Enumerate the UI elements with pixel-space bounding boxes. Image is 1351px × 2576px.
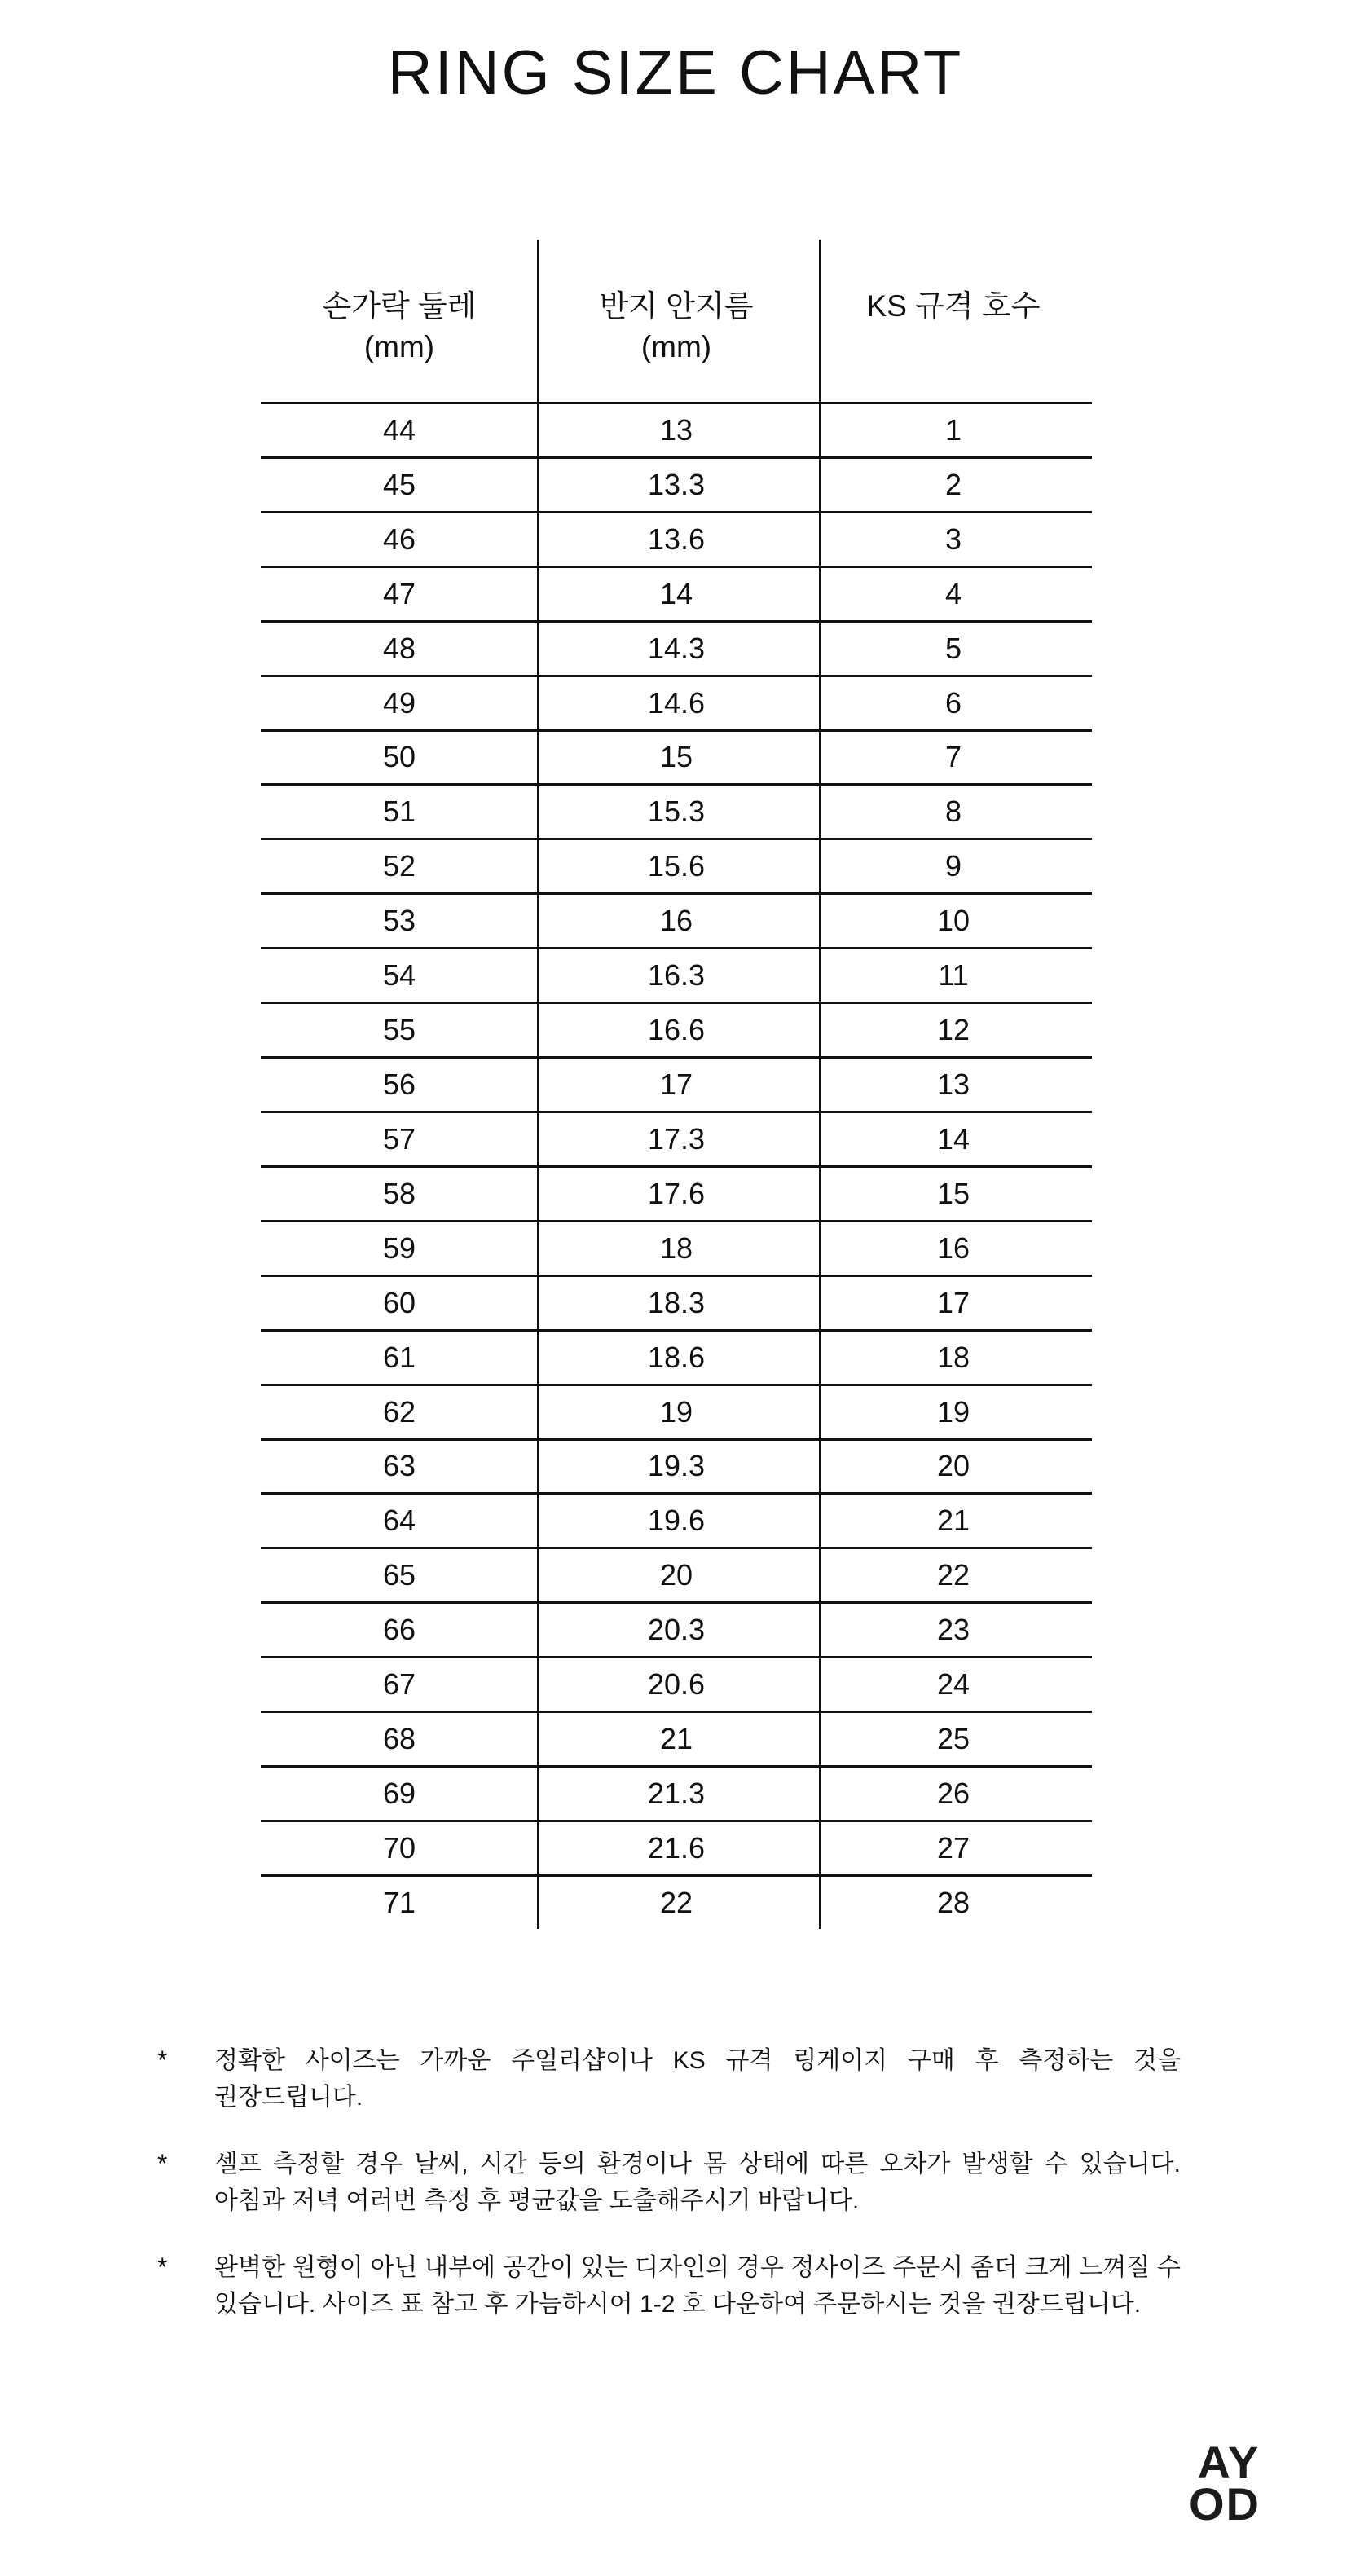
- footnote: [157, 2249, 1181, 2323]
- header-label: KS 규격 호수: [866, 289, 1041, 323]
- ks-size-cell: 25: [936, 1722, 970, 1756]
- ks-size-cell: 21: [936, 1504, 970, 1538]
- table-row: [261, 1275, 1092, 1329]
- circumference-cell: 52: [382, 849, 416, 883]
- diameter-cell: 15.6: [647, 849, 706, 883]
- brand-logo: [1176, 2437, 1274, 2530]
- circumference-cell: 62: [382, 1394, 416, 1429]
- footnote-line-1: 정확한 사이즈는 가까운 주얼리샵이나 KS 규격 링게이지 구매 후 측정하는 것을: [214, 2047, 1181, 2074]
- table-row: [261, 1111, 1092, 1165]
- footnotes-section: [157, 2042, 1181, 2353]
- diameter-cell: 20.6: [647, 1667, 706, 1702]
- diameter-cell: 13.6: [647, 522, 706, 556]
- column-divider-1: [537, 240, 539, 1929]
- circumference-cell: 58: [382, 1176, 416, 1210]
- circumference-cell: 69: [382, 1777, 416, 1810]
- diameter-cell: 21.3: [647, 1777, 706, 1810]
- diameter-cell: 14.6: [647, 685, 706, 720]
- table-row: [261, 1820, 1092, 1874]
- circumference-cell: 64: [382, 1504, 416, 1538]
- table-row: [261, 1492, 1092, 1547]
- table-row: [261, 1601, 1092, 1656]
- diameter-cell: 14.3: [647, 631, 706, 665]
- ks-size-cell: 4: [944, 576, 962, 610]
- diameter-cell: 19.3: [647, 1449, 706, 1483]
- circumference-cell: 46: [382, 522, 416, 556]
- footnote-text: [214, 2042, 1181, 2116]
- ks-size-cell: 5: [944, 631, 962, 665]
- table-row: [261, 1165, 1092, 1220]
- circumference-cell: 66: [382, 1613, 416, 1647]
- footnote: [157, 2146, 1181, 2219]
- header-unit: (mm): [363, 330, 435, 363]
- circumference-cell: 55: [382, 1013, 416, 1047]
- table-row: [261, 1656, 1092, 1711]
- circumference-cell: 71: [382, 1885, 416, 1919]
- circumference-cell: 67: [382, 1667, 416, 1702]
- table-row: [261, 838, 1092, 892]
- footnote: [157, 2042, 1181, 2116]
- ks-size-cell: 10: [936, 904, 970, 938]
- table-row: [261, 1765, 1092, 1820]
- circumference-cell: 49: [382, 685, 416, 720]
- header-label: 반지 안지름: [599, 289, 754, 323]
- ks-size-cell: 11: [938, 958, 969, 993]
- ks-size-cell: 8: [944, 795, 962, 829]
- ks-size-cell: 1: [944, 412, 962, 447]
- ks-size-cell: 22: [936, 1558, 970, 1592]
- ks-size-cell: 15: [936, 1176, 970, 1210]
- circumference-cell: 51: [382, 795, 416, 829]
- ring-size-table: [261, 240, 1092, 1929]
- table-row: [261, 1874, 1092, 1929]
- table-row: [261, 892, 1092, 947]
- ks-size-cell: 7: [944, 740, 962, 774]
- ks-size-cell: 28: [936, 1885, 970, 1919]
- circumference-cell: 56: [382, 1068, 416, 1102]
- circumference-cell: 44: [382, 412, 416, 447]
- ks-size-cell: 24: [936, 1667, 970, 1702]
- header-cell-ks-size: [815, 240, 1092, 402]
- asterisk-marker: *: [157, 2252, 168, 2282]
- diameter-cell: 16.6: [647, 1013, 706, 1047]
- table-row: [261, 1384, 1092, 1438]
- table-row: [261, 566, 1092, 620]
- circumference-cell: 59: [382, 1231, 416, 1265]
- table-row: [261, 1002, 1092, 1056]
- circumference-cell: 48: [382, 631, 416, 665]
- circumference-cell: 57: [382, 1121, 416, 1156]
- table-row: [261, 1220, 1092, 1275]
- table-row: [261, 620, 1092, 675]
- footnote-text: [214, 2249, 1181, 2323]
- diameter-cell: 13: [659, 412, 693, 447]
- table-row: [261, 402, 1092, 456]
- diameter-cell: 22: [659, 1885, 693, 1919]
- diameter-cell: 15.3: [647, 795, 706, 829]
- ks-size-cell: 23: [936, 1613, 970, 1647]
- page-title: RING SIZE CHART: [387, 38, 964, 108]
- footnote-text: [214, 2146, 1181, 2219]
- circumference-cell: 63: [382, 1449, 416, 1483]
- diameter-cell: 14: [659, 576, 693, 610]
- ks-size-cell: 9: [944, 849, 962, 883]
- footnote-line-1: 완벽한 원형이 아닌 내부에 공간이 있는 디자인의 경우 정사이즈 주문시 좀더 크게 느껴질 수: [214, 2254, 1181, 2281]
- table-row: [261, 1438, 1092, 1493]
- circumference-cell: 54: [382, 958, 416, 993]
- diameter-cell: 20.3: [647, 1613, 706, 1647]
- circumference-cell: 53: [382, 904, 416, 938]
- ks-size-cell: 27: [936, 1830, 970, 1865]
- ks-size-cell: 3: [944, 522, 962, 556]
- footnote-line-1: 셀프 측정할 경우 날씨, 시간 등의 환경이나 몸 상태에 따른 오차가 발생할 수 있습니다.: [214, 2151, 1181, 2177]
- footnote-line-2: 권장드립니다.: [214, 2084, 363, 2111]
- ks-size-cell: 2: [944, 467, 962, 501]
- brand-logo-line-1: AY: [1197, 2437, 1261, 2488]
- diameter-cell: 17.6: [647, 1176, 706, 1210]
- ks-size-cell: 17: [936, 1285, 970, 1319]
- diameter-cell: 16: [659, 904, 693, 938]
- diameter-cell: 19: [659, 1394, 693, 1429]
- asterisk-marker: *: [157, 2149, 168, 2178]
- ks-size-cell: 18: [936, 1340, 970, 1374]
- table-row: [261, 675, 1092, 729]
- table-row: [261, 729, 1092, 784]
- header-cell-inner-diameter: [538, 240, 815, 402]
- header-label: 손가락 둘레: [322, 289, 477, 323]
- ks-size-cell: 20: [936, 1449, 970, 1483]
- ks-size-cell: 19: [936, 1394, 970, 1429]
- diameter-cell: 17.3: [647, 1121, 706, 1156]
- header-unit: [815, 327, 1092, 368]
- diameter-cell: 20: [659, 1558, 693, 1592]
- ks-size-cell: 6: [944, 685, 962, 720]
- ks-size-cell: 14: [936, 1121, 970, 1156]
- table-row: [261, 1056, 1092, 1111]
- circumference-cell: 60: [382, 1285, 416, 1319]
- circumference-cell: 70: [382, 1830, 416, 1865]
- ks-size-cell: 12: [936, 1013, 970, 1047]
- table-header-row: [261, 240, 1092, 402]
- circumference-cell: 47: [382, 576, 416, 610]
- header-cell-finger-circumference: [261, 240, 538, 402]
- table-row: [261, 1329, 1092, 1384]
- table-row: [261, 1711, 1092, 1765]
- diameter-cell: 18.6: [647, 1340, 706, 1374]
- diameter-cell: 21.6: [647, 1830, 706, 1865]
- circumference-cell: 50: [382, 740, 416, 774]
- diameter-cell: 16.3: [647, 958, 706, 993]
- column-divider-2: [819, 240, 821, 1929]
- diameter-cell: 21: [659, 1722, 693, 1756]
- footnote-line-2: 아침과 저녁 여러번 측정 후 평균값을 도출해주시기 바랍니다.: [214, 2187, 860, 2214]
- header-unit: (mm): [640, 330, 712, 363]
- ks-size-cell: 16: [936, 1231, 970, 1265]
- diameter-cell: 15: [659, 740, 693, 774]
- diameter-cell: 18: [659, 1231, 693, 1265]
- table-row: [261, 947, 1092, 1002]
- ks-size-cell: 26: [936, 1777, 970, 1810]
- diameter-cell: 18.3: [647, 1285, 706, 1319]
- circumference-cell: 45: [382, 467, 416, 501]
- diameter-cell: 13.3: [647, 467, 706, 501]
- diameter-cell: 19.6: [647, 1504, 706, 1538]
- footnote-line-2: 있습니다. 사이즈 표 참고 후 가늠하시어 1-2 호 다운하여 주문하시는 것을 권장드립니다.: [214, 2291, 1142, 2318]
- table-row: [261, 1547, 1092, 1601]
- table-row: [261, 456, 1092, 511]
- brand-logo-line-2: OD: [1189, 2478, 1261, 2530]
- diameter-cell: 17: [659, 1068, 693, 1102]
- circumference-cell: 61: [382, 1340, 416, 1374]
- circumference-cell: 68: [382, 1722, 416, 1756]
- table-row: [261, 511, 1092, 566]
- table-row: [261, 783, 1092, 838]
- ks-size-cell: 13: [936, 1068, 970, 1102]
- circumference-cell: 65: [382, 1558, 416, 1592]
- asterisk-marker: *: [157, 2045, 168, 2075]
